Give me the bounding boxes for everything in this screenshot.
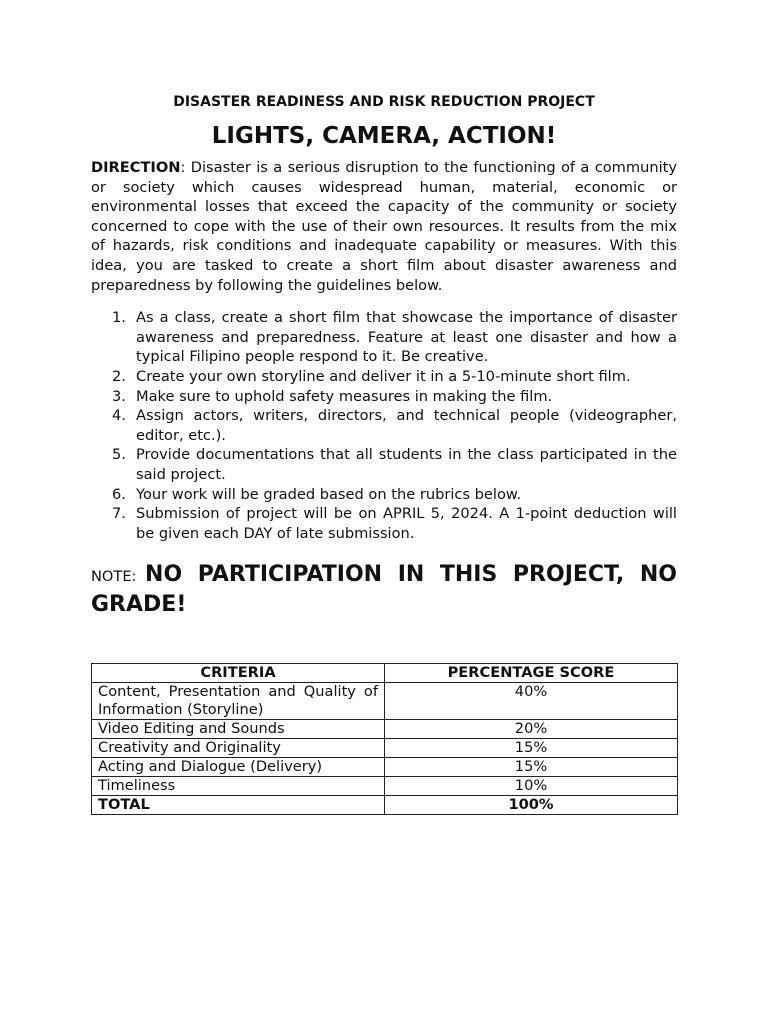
criteria-cell: Content, Presentation and Quality of Information (Storyline) [92,683,385,720]
list-item [91,308,677,367]
criteria-cell: Video Editing and Sounds [92,720,385,739]
list-item-number: 2. [112,367,126,385]
criteria-cell: Timeliness [92,777,385,796]
direction-text: : Disaster is a serious disruption to the functioning of a community or society which causes widespread human, material, economic or environmental losses that exceed the capacity of the community or society concerned to cope with the use of their own resources. It results from the mix of hazards, risk conditions and inadequate capability or measures. With this idea, you are tasked to create a short film about disaster awareness and preparedness by following the guidelines below. [91,159,677,294]
score-cell: 40% [385,683,678,720]
criteria-cell: Creativity and Originality [92,739,385,758]
table-header-row [92,664,678,683]
project-title: LIGHTS, CAMERA, ACTION! [211,123,557,149]
score-cell: 15% [385,758,678,777]
list-item [91,504,677,543]
list-item-number: 1. [112,309,126,327]
list-item-number: 3. [112,387,126,405]
rubric-table [91,663,678,815]
list-item [91,406,677,445]
document-page [91,92,677,813]
list-item [91,367,677,387]
project-subtitle: DISASTER READINESS AND RISK REDUCTION PROJECT [173,94,595,110]
score-cell: 10% [385,777,678,796]
table-row [92,720,678,739]
list-item-text: Make sure to uphold safety measures in making the film. [136,387,553,405]
list-item-text: Provide documentations that all students in the class participated in the said project. [136,446,677,483]
percentage-header: PERCENTAGE SCORE [385,664,678,683]
direction-paragraph [91,158,677,295]
list-item-number: 5. [112,446,126,464]
list-item-number: 4. [112,407,126,425]
table-row [92,777,678,796]
list-item [91,445,677,484]
list-item [91,387,677,407]
list-item [91,485,677,505]
score-cell: 15% [385,739,678,758]
list-item-text: Create your own storyline and deliver it in a 5-10-minute short film. [136,367,631,385]
note-text: NO PARTICIPATION IN THIS PROJECT, NO GRADE! [91,562,677,618]
guidelines-list [91,308,677,543]
total-score-cell: 100% [385,796,678,815]
note-label: NOTE: [91,568,146,586]
table-row [92,739,678,758]
note-paragraph [91,561,677,620]
direction-label: DIRECTION [91,159,181,176]
list-item-text: As a class, create a short film that showcase the importance of disaster awareness and preparedness. Feature at least one disaster and how a typical Filipino people respond to it. Be creative. [136,309,677,366]
list-item-text: Your work will be graded based on the rubrics below. [136,485,522,503]
table-row [92,683,678,720]
score-cell: 20% [385,720,678,739]
criteria-cell: Acting and Dialogue (Delivery) [92,758,385,777]
list-item-number: 6. [112,485,126,503]
list-item-text: Submission of project will be on APRIL 5, 2024. A 1-point deduction will be given each DAY of late submission. [136,505,677,542]
list-item-number: 7. [112,505,126,523]
total-label-cell: TOTAL [92,796,385,815]
total-row [92,796,678,815]
list-item-text: Assign actors, writers, directors, and technical people (videographer, editor, etc.). [136,407,677,444]
table-row [92,758,678,777]
criteria-header: CRITERIA [92,664,385,683]
